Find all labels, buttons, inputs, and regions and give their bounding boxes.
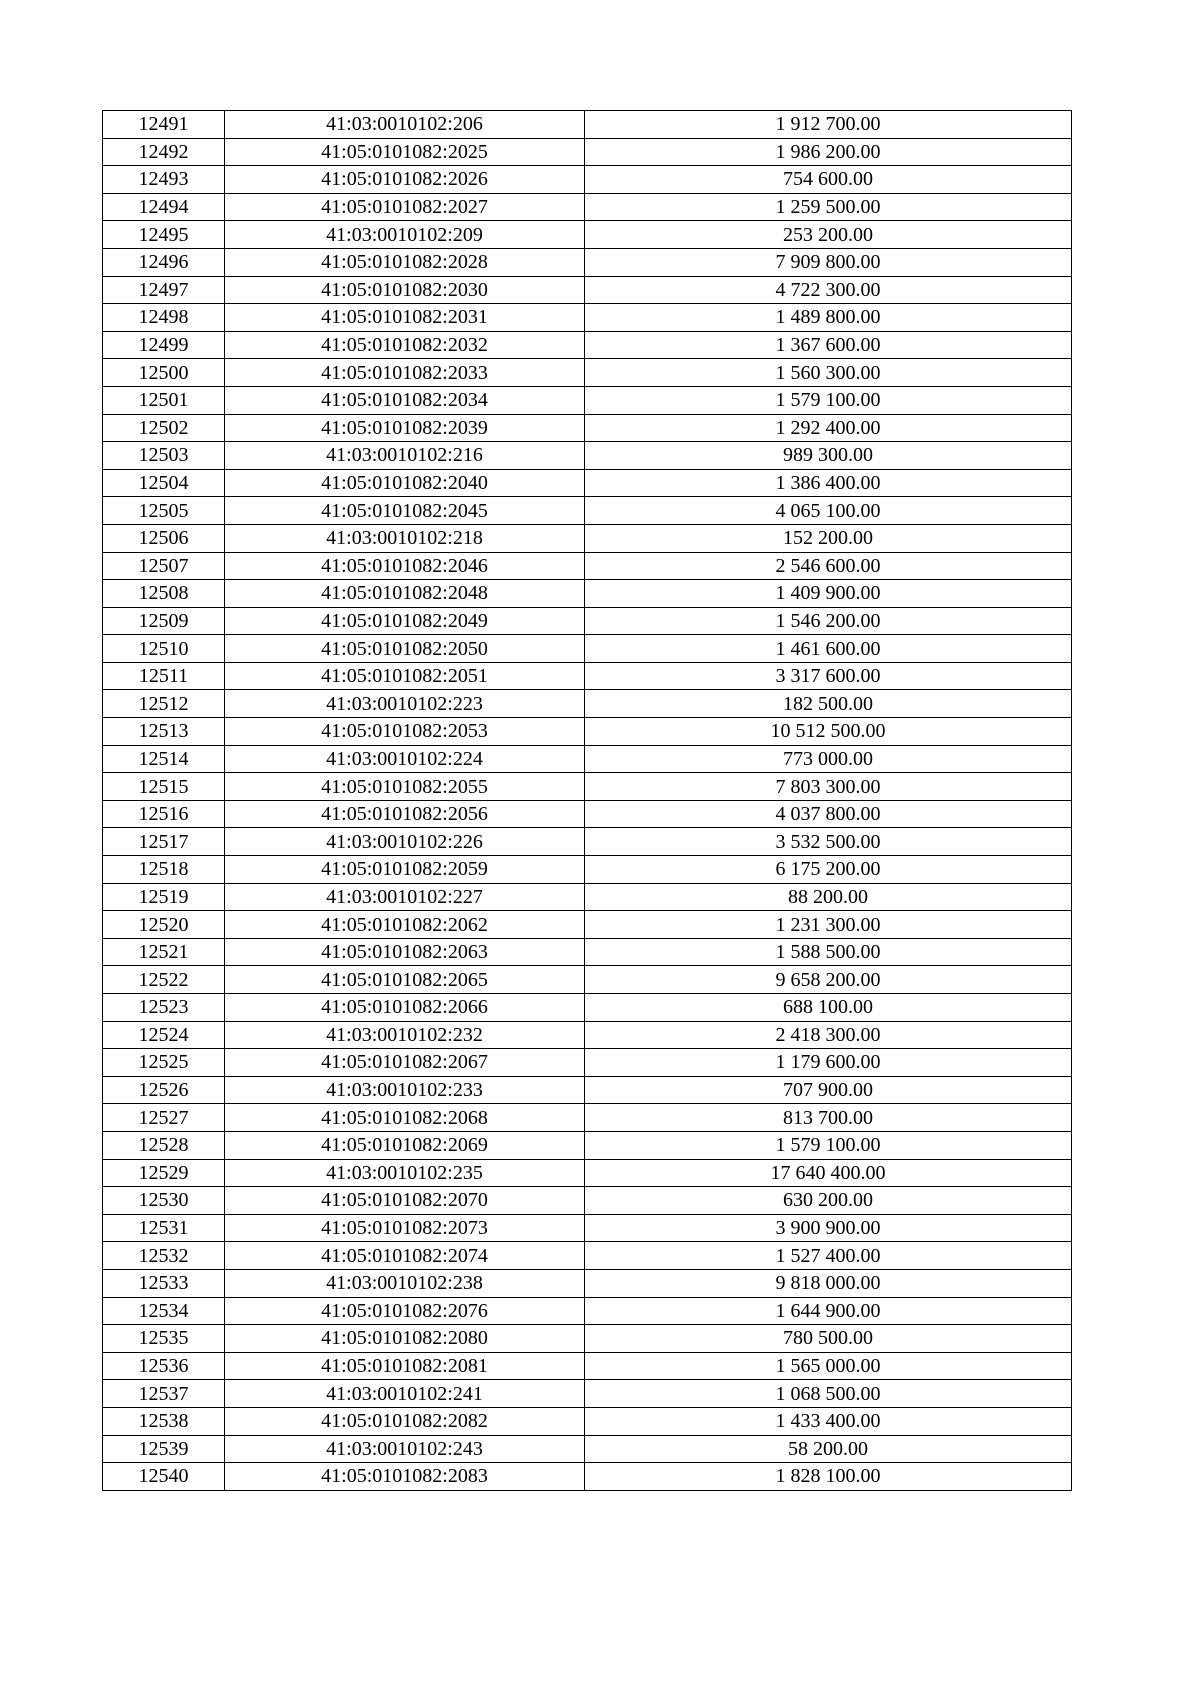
- table-row: [103, 1076, 1072, 1104]
- table-row: [103, 828, 1072, 856]
- row-number-cell: 12535: [103, 1325, 225, 1353]
- table-row: [103, 111, 1072, 139]
- row-number-cell: 12493: [103, 166, 225, 194]
- table-row: [103, 773, 1072, 801]
- cadastral-value-cell: 3 532 500.00: [585, 828, 1072, 856]
- row-number-cell: 12534: [103, 1297, 225, 1325]
- row-number-cell: 12509: [103, 607, 225, 635]
- cadastral-value-cell: 58 200.00: [585, 1435, 1072, 1463]
- cadastral-number-cell: 41:03:0010102:223: [225, 690, 585, 718]
- cadastral-number-cell: 41:05:0101082:2031: [225, 304, 585, 332]
- cadastral-value-cell: 1 912 700.00: [585, 111, 1072, 139]
- cadastral-value-cell: 688 100.00: [585, 994, 1072, 1022]
- table-row: [103, 1187, 1072, 1215]
- cadastral-value-cell: 152 200.00: [585, 524, 1072, 552]
- table-row: [103, 1021, 1072, 1049]
- cadastral-value-cell: 1 644 900.00: [585, 1297, 1072, 1325]
- cadastral-value-cell: 6 175 200.00: [585, 856, 1072, 884]
- cadastral-number-cell: 41:05:0101082:2081: [225, 1352, 585, 1380]
- row-number-cell: 12538: [103, 1407, 225, 1435]
- row-number-cell: 12511: [103, 662, 225, 690]
- row-number-cell: 12539: [103, 1435, 225, 1463]
- cadastral-value-cell: 182 500.00: [585, 690, 1072, 718]
- table-row: [103, 442, 1072, 470]
- cadastral-number-cell: 41:05:0101082:2082: [225, 1407, 585, 1435]
- row-number-cell: 12492: [103, 138, 225, 166]
- cadastral-value-cell: 17 640 400.00: [585, 1159, 1072, 1187]
- table-row: [103, 193, 1072, 221]
- cadastral-number-cell: 41:05:0101082:2056: [225, 800, 585, 828]
- cadastral-number-cell: 41:05:0101082:2067: [225, 1049, 585, 1077]
- table-row: [103, 690, 1072, 718]
- cadastral-number-cell: 41:03:0010102:232: [225, 1021, 585, 1049]
- cadastral-number-cell: 41:05:0101082:2039: [225, 414, 585, 442]
- cadastral-value-cell: 630 200.00: [585, 1187, 1072, 1215]
- cadastral-number-cell: 41:05:0101082:2068: [225, 1104, 585, 1132]
- table-row: [103, 1214, 1072, 1242]
- row-number-cell: 12507: [103, 552, 225, 580]
- cadastral-number-cell: 41:03:0010102:218: [225, 524, 585, 552]
- table-row: [103, 994, 1072, 1022]
- table-row: [103, 386, 1072, 414]
- cadastral-value-cell: 1 579 100.00: [585, 386, 1072, 414]
- table-row: [103, 1049, 1072, 1077]
- cadastral-number-cell: 41:05:0101082:2046: [225, 552, 585, 580]
- table-row: [103, 359, 1072, 387]
- row-number-cell: 12516: [103, 800, 225, 828]
- cadastral-number-cell: 41:05:0101082:2065: [225, 966, 585, 994]
- row-number-cell: 12525: [103, 1049, 225, 1077]
- row-number-cell: 12520: [103, 911, 225, 939]
- table-row: [103, 304, 1072, 332]
- row-number-cell: 12495: [103, 221, 225, 249]
- cadastral-number-cell: 41:05:0101082:2030: [225, 276, 585, 304]
- cadastral-number-cell: 41:05:0101082:2034: [225, 386, 585, 414]
- table-row: [103, 883, 1072, 911]
- cadastral-value-cell: 1 068 500.00: [585, 1380, 1072, 1408]
- table-row: [103, 607, 1072, 635]
- table-row: [103, 248, 1072, 276]
- row-number-cell: 12527: [103, 1104, 225, 1132]
- row-number-cell: 12508: [103, 580, 225, 608]
- table-row: [103, 745, 1072, 773]
- table-row: [103, 856, 1072, 884]
- table-row: [103, 1104, 1072, 1132]
- cadastral-value-cell: 1 409 900.00: [585, 580, 1072, 608]
- cadastral-value-cell: 1 489 800.00: [585, 304, 1072, 332]
- cadastral-number-cell: 41:05:0101082:2027: [225, 193, 585, 221]
- cadastral-number-cell: 41:03:0010102:241: [225, 1380, 585, 1408]
- table-row: [103, 138, 1072, 166]
- row-number-cell: 12519: [103, 883, 225, 911]
- cadastral-number-cell: 41:05:0101082:2032: [225, 331, 585, 359]
- table-row: [103, 580, 1072, 608]
- cadastral-number-cell: 41:05:0101082:2050: [225, 635, 585, 663]
- cadastral-value-cell: 1 231 300.00: [585, 911, 1072, 939]
- cadastral-value-cell: 989 300.00: [585, 442, 1072, 470]
- table-row: [103, 166, 1072, 194]
- row-number-cell: 12513: [103, 718, 225, 746]
- cadastral-number-cell: 41:03:0010102:238: [225, 1269, 585, 1297]
- row-number-cell: 12537: [103, 1380, 225, 1408]
- cadastral-number-cell: 41:03:0010102:206: [225, 111, 585, 139]
- cadastral-number-cell: 41:05:0101082:2083: [225, 1463, 585, 1491]
- cadastral-number-cell: 41:05:0101082:2049: [225, 607, 585, 635]
- row-number-cell: 12503: [103, 442, 225, 470]
- cadastral-value-cell: 1 367 600.00: [585, 331, 1072, 359]
- row-number-cell: 12512: [103, 690, 225, 718]
- cadastral-value-table: [102, 110, 1072, 1491]
- cadastral-number-cell: 41:03:0010102:209: [225, 221, 585, 249]
- cadastral-value-cell: 9 658 200.00: [585, 966, 1072, 994]
- cadastral-number-cell: 41:03:0010102:224: [225, 745, 585, 773]
- table-row: [103, 966, 1072, 994]
- row-number-cell: 12496: [103, 248, 225, 276]
- row-number-cell: 12529: [103, 1159, 225, 1187]
- row-number-cell: 12514: [103, 745, 225, 773]
- row-number-cell: 12498: [103, 304, 225, 332]
- cadastral-value-cell: 754 600.00: [585, 166, 1072, 194]
- cadastral-value-cell: 1 527 400.00: [585, 1242, 1072, 1270]
- row-number-cell: 12494: [103, 193, 225, 221]
- cadastral-value-cell: 2 546 600.00: [585, 552, 1072, 580]
- cadastral-value-cell: 707 900.00: [585, 1076, 1072, 1104]
- table-row: [103, 1380, 1072, 1408]
- cadastral-value-cell: 1 179 600.00: [585, 1049, 1072, 1077]
- cadastral-value-cell: 1 292 400.00: [585, 414, 1072, 442]
- cadastral-value-cell: 7 803 300.00: [585, 773, 1072, 801]
- table-row: [103, 414, 1072, 442]
- cadastral-number-cell: 41:05:0101082:2055: [225, 773, 585, 801]
- table-row: [103, 1242, 1072, 1270]
- table-row: [103, 1463, 1072, 1491]
- row-number-cell: 12515: [103, 773, 225, 801]
- cadastral-number-cell: 41:03:0010102:233: [225, 1076, 585, 1104]
- cadastral-value-cell: 1 986 200.00: [585, 138, 1072, 166]
- table-row: [103, 497, 1072, 525]
- cadastral-value-cell: 780 500.00: [585, 1325, 1072, 1353]
- cadastral-value-cell: 1 546 200.00: [585, 607, 1072, 635]
- table-row: [103, 552, 1072, 580]
- table-row: [103, 276, 1072, 304]
- row-number-cell: 12526: [103, 1076, 225, 1104]
- cadastral-value-cell: 253 200.00: [585, 221, 1072, 249]
- table-body: [103, 111, 1072, 1491]
- table-row: [103, 1159, 1072, 1187]
- cadastral-number-cell: 41:05:0101082:2028: [225, 248, 585, 276]
- row-number-cell: 12528: [103, 1131, 225, 1159]
- table-row: [103, 800, 1072, 828]
- row-number-cell: 12505: [103, 497, 225, 525]
- row-number-cell: 12531: [103, 1214, 225, 1242]
- cadastral-number-cell: 41:03:0010102:216: [225, 442, 585, 470]
- cadastral-value-cell: 4 037 800.00: [585, 800, 1072, 828]
- cadastral-value-cell: 1 588 500.00: [585, 938, 1072, 966]
- table-row: [103, 524, 1072, 552]
- cadastral-value-cell: 1 579 100.00: [585, 1131, 1072, 1159]
- cadastral-value-cell: 3 317 600.00: [585, 662, 1072, 690]
- cadastral-value-cell: 2 418 300.00: [585, 1021, 1072, 1049]
- row-number-cell: 12523: [103, 994, 225, 1022]
- row-number-cell: 12536: [103, 1352, 225, 1380]
- cadastral-value-cell: 88 200.00: [585, 883, 1072, 911]
- table-row: [103, 635, 1072, 663]
- cadastral-number-cell: 41:03:0010102:226: [225, 828, 585, 856]
- row-number-cell: 12506: [103, 524, 225, 552]
- cadastral-number-cell: 41:05:0101082:2053: [225, 718, 585, 746]
- cadastral-number-cell: 41:05:0101082:2073: [225, 1214, 585, 1242]
- cadastral-number-cell: 41:05:0101082:2070: [225, 1187, 585, 1215]
- cadastral-number-cell: 41:05:0101082:2069: [225, 1131, 585, 1159]
- cadastral-value-cell: 3 900 900.00: [585, 1214, 1072, 1242]
- table-row: [103, 911, 1072, 939]
- row-number-cell: 12540: [103, 1463, 225, 1491]
- cadastral-value-cell: 773 000.00: [585, 745, 1072, 773]
- row-number-cell: 12521: [103, 938, 225, 966]
- cadastral-number-cell: 41:05:0101082:2076: [225, 1297, 585, 1325]
- table-row: [103, 1435, 1072, 1463]
- cadastral-value-cell: 1 461 600.00: [585, 635, 1072, 663]
- table-row: [103, 1269, 1072, 1297]
- cadastral-number-cell: 41:03:0010102:227: [225, 883, 585, 911]
- cadastral-value-cell: 9 818 000.00: [585, 1269, 1072, 1297]
- cadastral-number-cell: 41:05:0101082:2051: [225, 662, 585, 690]
- cadastral-value-cell: 1 433 400.00: [585, 1407, 1072, 1435]
- cadastral-number-cell: 41:03:0010102:243: [225, 1435, 585, 1463]
- cadastral-number-cell: 41:05:0101082:2066: [225, 994, 585, 1022]
- cadastral-value-cell: 1 565 000.00: [585, 1352, 1072, 1380]
- cadastral-value-cell: 1 828 100.00: [585, 1463, 1072, 1491]
- row-number-cell: 12517: [103, 828, 225, 856]
- row-number-cell: 12497: [103, 276, 225, 304]
- row-number-cell: 12530: [103, 1187, 225, 1215]
- row-number-cell: 12502: [103, 414, 225, 442]
- row-number-cell: 12501: [103, 386, 225, 414]
- cadastral-number-cell: 41:03:0010102:235: [225, 1159, 585, 1187]
- cadastral-value-cell: 1 259 500.00: [585, 193, 1072, 221]
- row-number-cell: 12504: [103, 469, 225, 497]
- cadastral-value-cell: 813 700.00: [585, 1104, 1072, 1132]
- table-row: [103, 331, 1072, 359]
- cadastral-number-cell: 41:05:0101082:2059: [225, 856, 585, 884]
- cadastral-number-cell: 41:05:0101082:2025: [225, 138, 585, 166]
- row-number-cell: 12533: [103, 1269, 225, 1297]
- table-row: [103, 1325, 1072, 1353]
- cadastral-number-cell: 41:05:0101082:2080: [225, 1325, 585, 1353]
- cadastral-number-cell: 41:05:0101082:2063: [225, 938, 585, 966]
- table-row: [103, 221, 1072, 249]
- cadastral-number-cell: 41:05:0101082:2062: [225, 911, 585, 939]
- cadastral-value-cell: 1 560 300.00: [585, 359, 1072, 387]
- table-row: [103, 718, 1072, 746]
- row-number-cell: 12518: [103, 856, 225, 884]
- row-number-cell: 12524: [103, 1021, 225, 1049]
- row-number-cell: 12500: [103, 359, 225, 387]
- cadastral-number-cell: 41:05:0101082:2026: [225, 166, 585, 194]
- table-row: [103, 938, 1072, 966]
- cadastral-value-cell: 7 909 800.00: [585, 248, 1072, 276]
- table-row: [103, 1407, 1072, 1435]
- cadastral-value-cell: 10 512 500.00: [585, 718, 1072, 746]
- table-row: [103, 469, 1072, 497]
- table-row: [103, 1297, 1072, 1325]
- cadastral-value-cell: 4 722 300.00: [585, 276, 1072, 304]
- table-row: [103, 1352, 1072, 1380]
- row-number-cell: 12510: [103, 635, 225, 663]
- row-number-cell: 12522: [103, 966, 225, 994]
- row-number-cell: 12491: [103, 111, 225, 139]
- cadastral-number-cell: 41:05:0101082:2048: [225, 580, 585, 608]
- cadastral-value-cell: 4 065 100.00: [585, 497, 1072, 525]
- table-row: [103, 662, 1072, 690]
- cadastral-number-cell: 41:05:0101082:2045: [225, 497, 585, 525]
- cadastral-number-cell: 41:05:0101082:2074: [225, 1242, 585, 1270]
- cadastral-number-cell: 41:05:0101082:2040: [225, 469, 585, 497]
- row-number-cell: 12532: [103, 1242, 225, 1270]
- table-row: [103, 1131, 1072, 1159]
- cadastral-number-cell: 41:05:0101082:2033: [225, 359, 585, 387]
- cadastral-value-cell: 1 386 400.00: [585, 469, 1072, 497]
- row-number-cell: 12499: [103, 331, 225, 359]
